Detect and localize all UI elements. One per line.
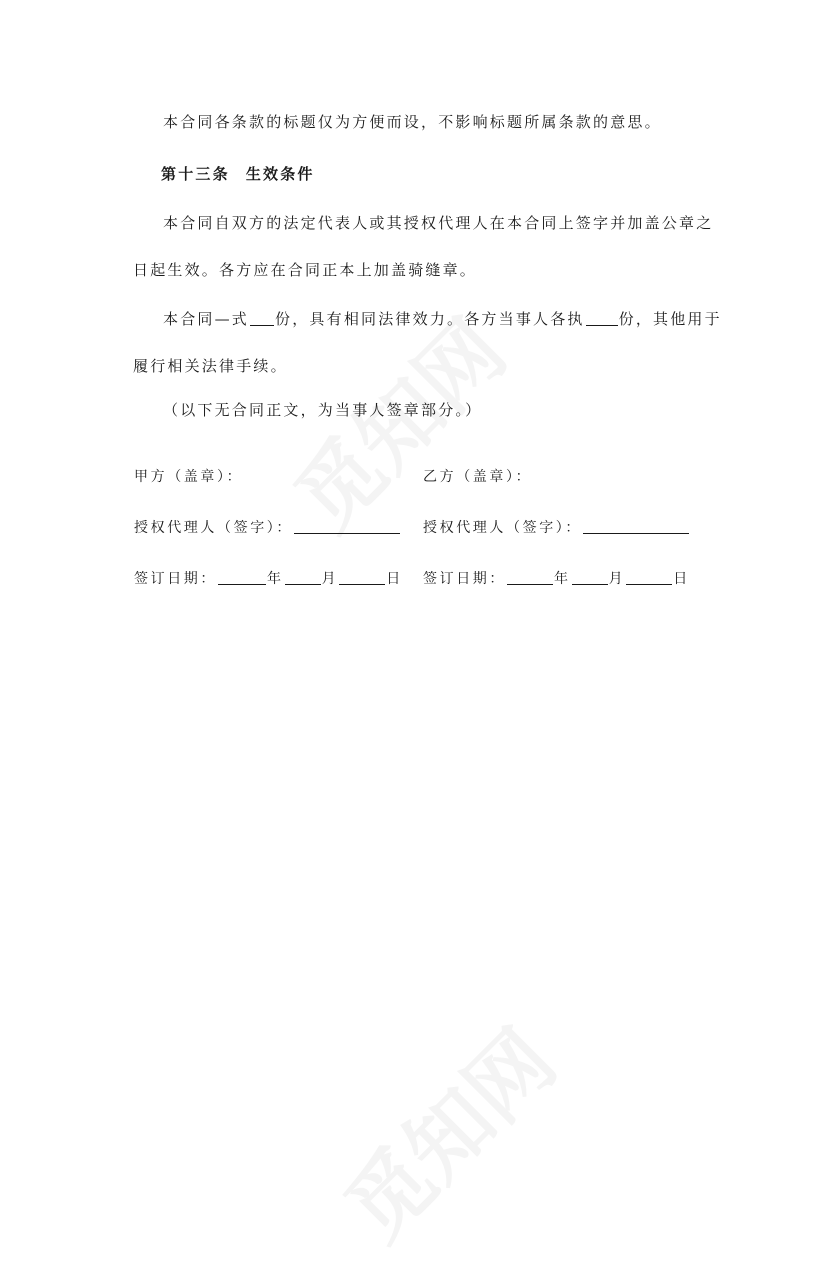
copies-line-1: 本合同—式 份，具有相同法律效力。各方当事人各执 份，其他用于 xyxy=(163,310,722,328)
party-a-day-blank[interactable] xyxy=(339,569,385,585)
party-b-agent-row: 授权代理人（签字）： xyxy=(423,517,690,537)
party-a-month-blank[interactable] xyxy=(285,569,321,585)
effective-paragraph xyxy=(133,200,713,294)
party-b-date-row: 签订日期： 年 月 日 xyxy=(423,571,690,587)
clause-number: 第十三条 xyxy=(161,165,230,183)
effective-line-1: 本合同自双方的法定代表人或其授权代理人在本合同上签字并加盖公章之 xyxy=(163,214,714,232)
party-a-agent-row: 授权代理人（签字）： xyxy=(134,517,401,537)
party-b-agent-signature-blank[interactable] xyxy=(583,518,689,534)
party-b-day-blank[interactable] xyxy=(626,569,672,585)
party-a-date-row: 签订日期： 年 月 日 xyxy=(134,571,403,587)
party-a-seal-label: 甲方（盖章）： xyxy=(134,469,244,485)
watermark-bottom xyxy=(314,999,578,1262)
copies-line-2: 履行相关法律手续。 xyxy=(133,357,288,375)
clause-title-note: 本合同各条款的标题仅为方便而设，不影响标题所属条款的意思。 xyxy=(163,113,662,131)
party-a-agent-signature-blank[interactable] xyxy=(294,518,400,534)
clause-13-heading xyxy=(161,163,315,184)
clause-title: 生效条件 xyxy=(245,165,315,183)
copies-each-blank[interactable] xyxy=(586,310,618,326)
copies-paragraph xyxy=(133,296,722,390)
copies-total-blank[interactable] xyxy=(250,310,274,326)
party-a-year-blank[interactable] xyxy=(218,569,266,585)
effective-line-2: 日起生效。各方应在合同正本上加盖骑缝章。 xyxy=(133,261,478,279)
end-of-text-note: （以下无合同正文，为当事人签章部分。） xyxy=(163,401,483,419)
party-b-seal-label: 乙方（盖章）： xyxy=(423,469,533,485)
party-b-month-blank[interactable] xyxy=(572,569,608,585)
party-b-year-blank[interactable] xyxy=(507,569,553,585)
